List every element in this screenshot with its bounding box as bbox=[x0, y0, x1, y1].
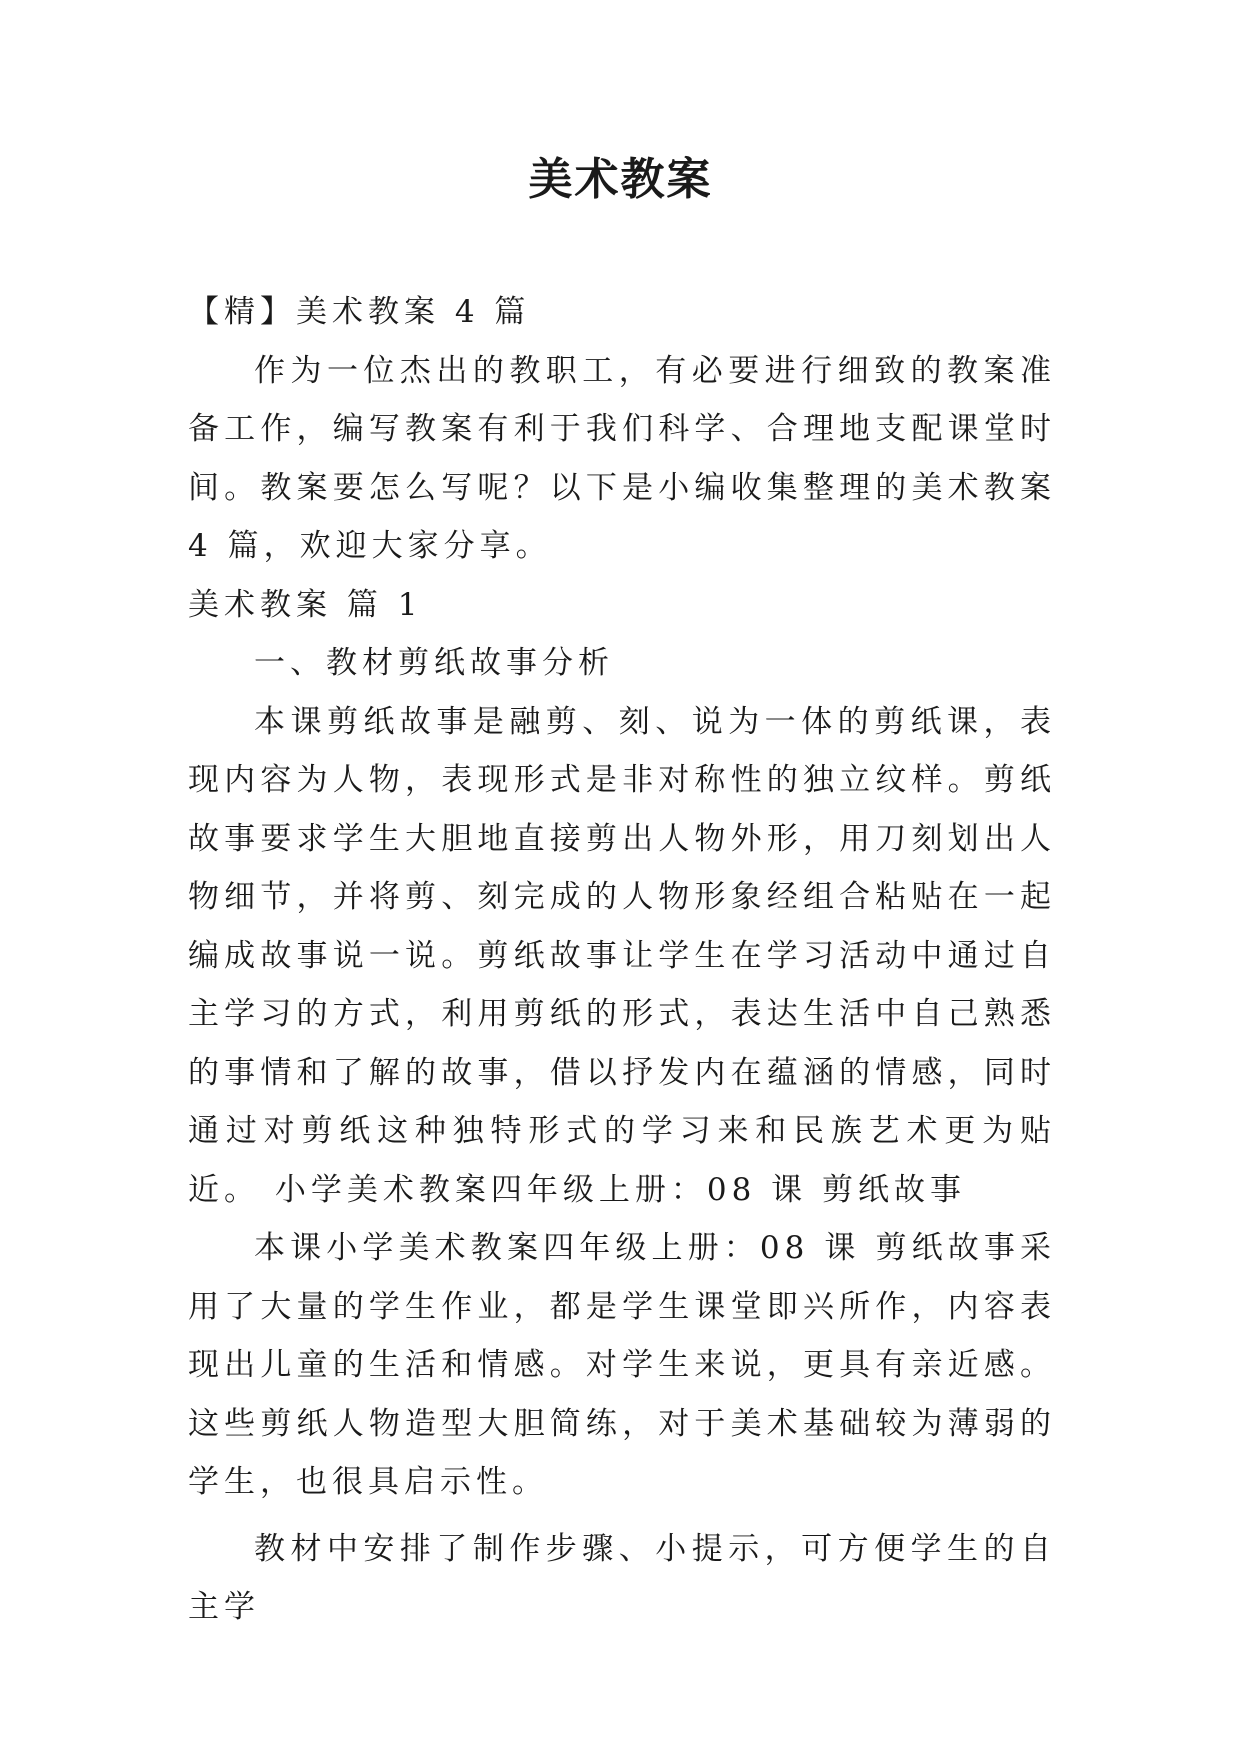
body-paragraph: 本课剪纸故事是融剪、刻、说为一体的剪纸课，表现内容为人物，表现形式是非对称性的独立纹样。剪纸故事要求学生大胆地直接剪出人物外形，用刀刻划出人物细节，并将剪、刻完成的人物形象经组合粘贴在一起编成故事说一说。剪纸故事让学生在学习活动中通过自主学习的方式，利用剪纸的形式，表达生活中自己熟悉的事情和了解的故事，借以抒发内在蕴涵的情感，同时通过对剪纸这种独特形式的学习来和民族艺术更为贴近。 小学美术教案四年级上册：08 课 剪纸故事 bbox=[188, 703, 1056, 1208]
subsection-heading: 一、教材剪纸故事分析 bbox=[254, 645, 614, 681]
body-paragraph: 本课小学美术教案四年级上册：08 课 剪纸故事采用了大量的学生作业，都是学生课堂即兴所作，内容表现出儿童的生活和情感。对学生来说，更具有亲近感。这些剪纸人物造型大胆简练，对于美术基础较为薄弱的学生，也很具启示性。 bbox=[188, 1230, 1056, 1500]
section-heading: 美术教案 篇 1 bbox=[188, 586, 423, 623]
intro-paragraph: 作为一位杰出的教职工，有必要进行细致的教案准备工作，编写教案有利于我们科学、合理地支配课堂时间。教案要怎么写呢？以下是小编收集整理的美术教案 4 篇，欢迎大家分享。 bbox=[188, 352, 1056, 564]
body-paragraph: 教材中安排了制作步骤、小提示，可方便学生的自主学 bbox=[188, 1530, 1056, 1625]
article-heading: 【精】美术教案 4 篇 bbox=[188, 294, 531, 330]
document-title: 美术教案 bbox=[528, 154, 713, 205]
document-body bbox=[188, 283, 1056, 1637]
